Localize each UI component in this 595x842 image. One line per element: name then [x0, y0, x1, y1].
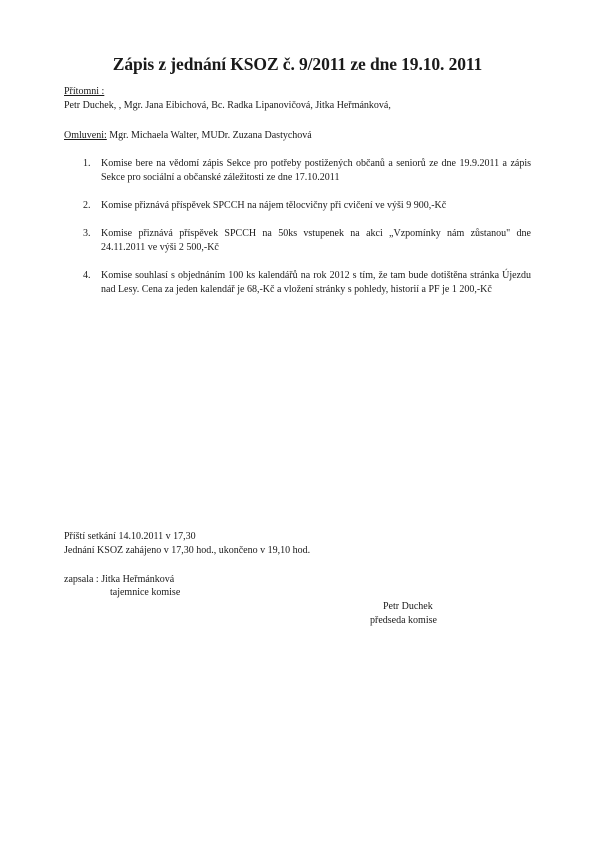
present-label	[64, 86, 104, 98]
excused-line	[64, 130, 312, 142]
excused-label: Omluveni:	[64, 130, 107, 141]
next-meeting: Příští setkání 14.10.2011 v 17,30	[64, 531, 196, 542]
recorder-role: tajemnice komise	[110, 587, 181, 598]
list-item-number: 1.	[83, 158, 91, 169]
meeting-times: Jednání KSOZ zahájeno v 17,30 hod., ukončeno v 19,10 hod.	[64, 545, 311, 556]
chair-name: Petr Duchek	[383, 601, 433, 612]
present-label-text: Přítomni :	[64, 86, 105, 97]
excused-names: Mgr. Michaela Walter, MUDr. Zuzana Dastychová	[106, 130, 312, 141]
list-item-text: Komise přiznává příspěvek SPCCH na 50ks vstupenek na akci „Vzpomínky nám zůstanou" dne 24.11.2011 ve výši 2 500,-Kč	[101, 228, 531, 253]
chair-role: předseda komise	[370, 615, 437, 626]
present-names: Petr Duchek, , Mgr. Jana Eibichová, Bc. Radka Lipanovičová, Jitka Heřmánková,	[64, 100, 391, 111]
list-item-number: 4.	[83, 270, 91, 281]
list-item-text: Komise bere na vědomí zápis Sekce pro potřeby postižených občanů a seniorů ze dne 19.9.2011 a zápis Sekce pro sociální a občanské záležitosti ze dne 17.10.2011	[101, 158, 531, 183]
list-item-text: Komise souhlasí s objednáním 100 ks kalendářů na rok 2012 s tím, že tam bude dotištěna stránka Újezdu nad Lesy. Cena za jeden kalendář je 68,-Kč a vložení stránky s pohledy, historií a PF je 1 200,-Kč	[101, 270, 531, 295]
recorded-by: zapsala : Jitka Heřmánková	[64, 574, 175, 585]
document-title: Zápis z jednání KSOZ č. 9/2011 ze dne 19.10. 2011	[112, 54, 483, 74]
list-item-number: 2.	[83, 200, 91, 211]
list-item-number: 3.	[83, 228, 91, 239]
list-item-text: Komise přiznává příspěvek SPCCH na nájem tělocvičny při cvičení ve výši 9 900,-Kč	[101, 200, 447, 211]
